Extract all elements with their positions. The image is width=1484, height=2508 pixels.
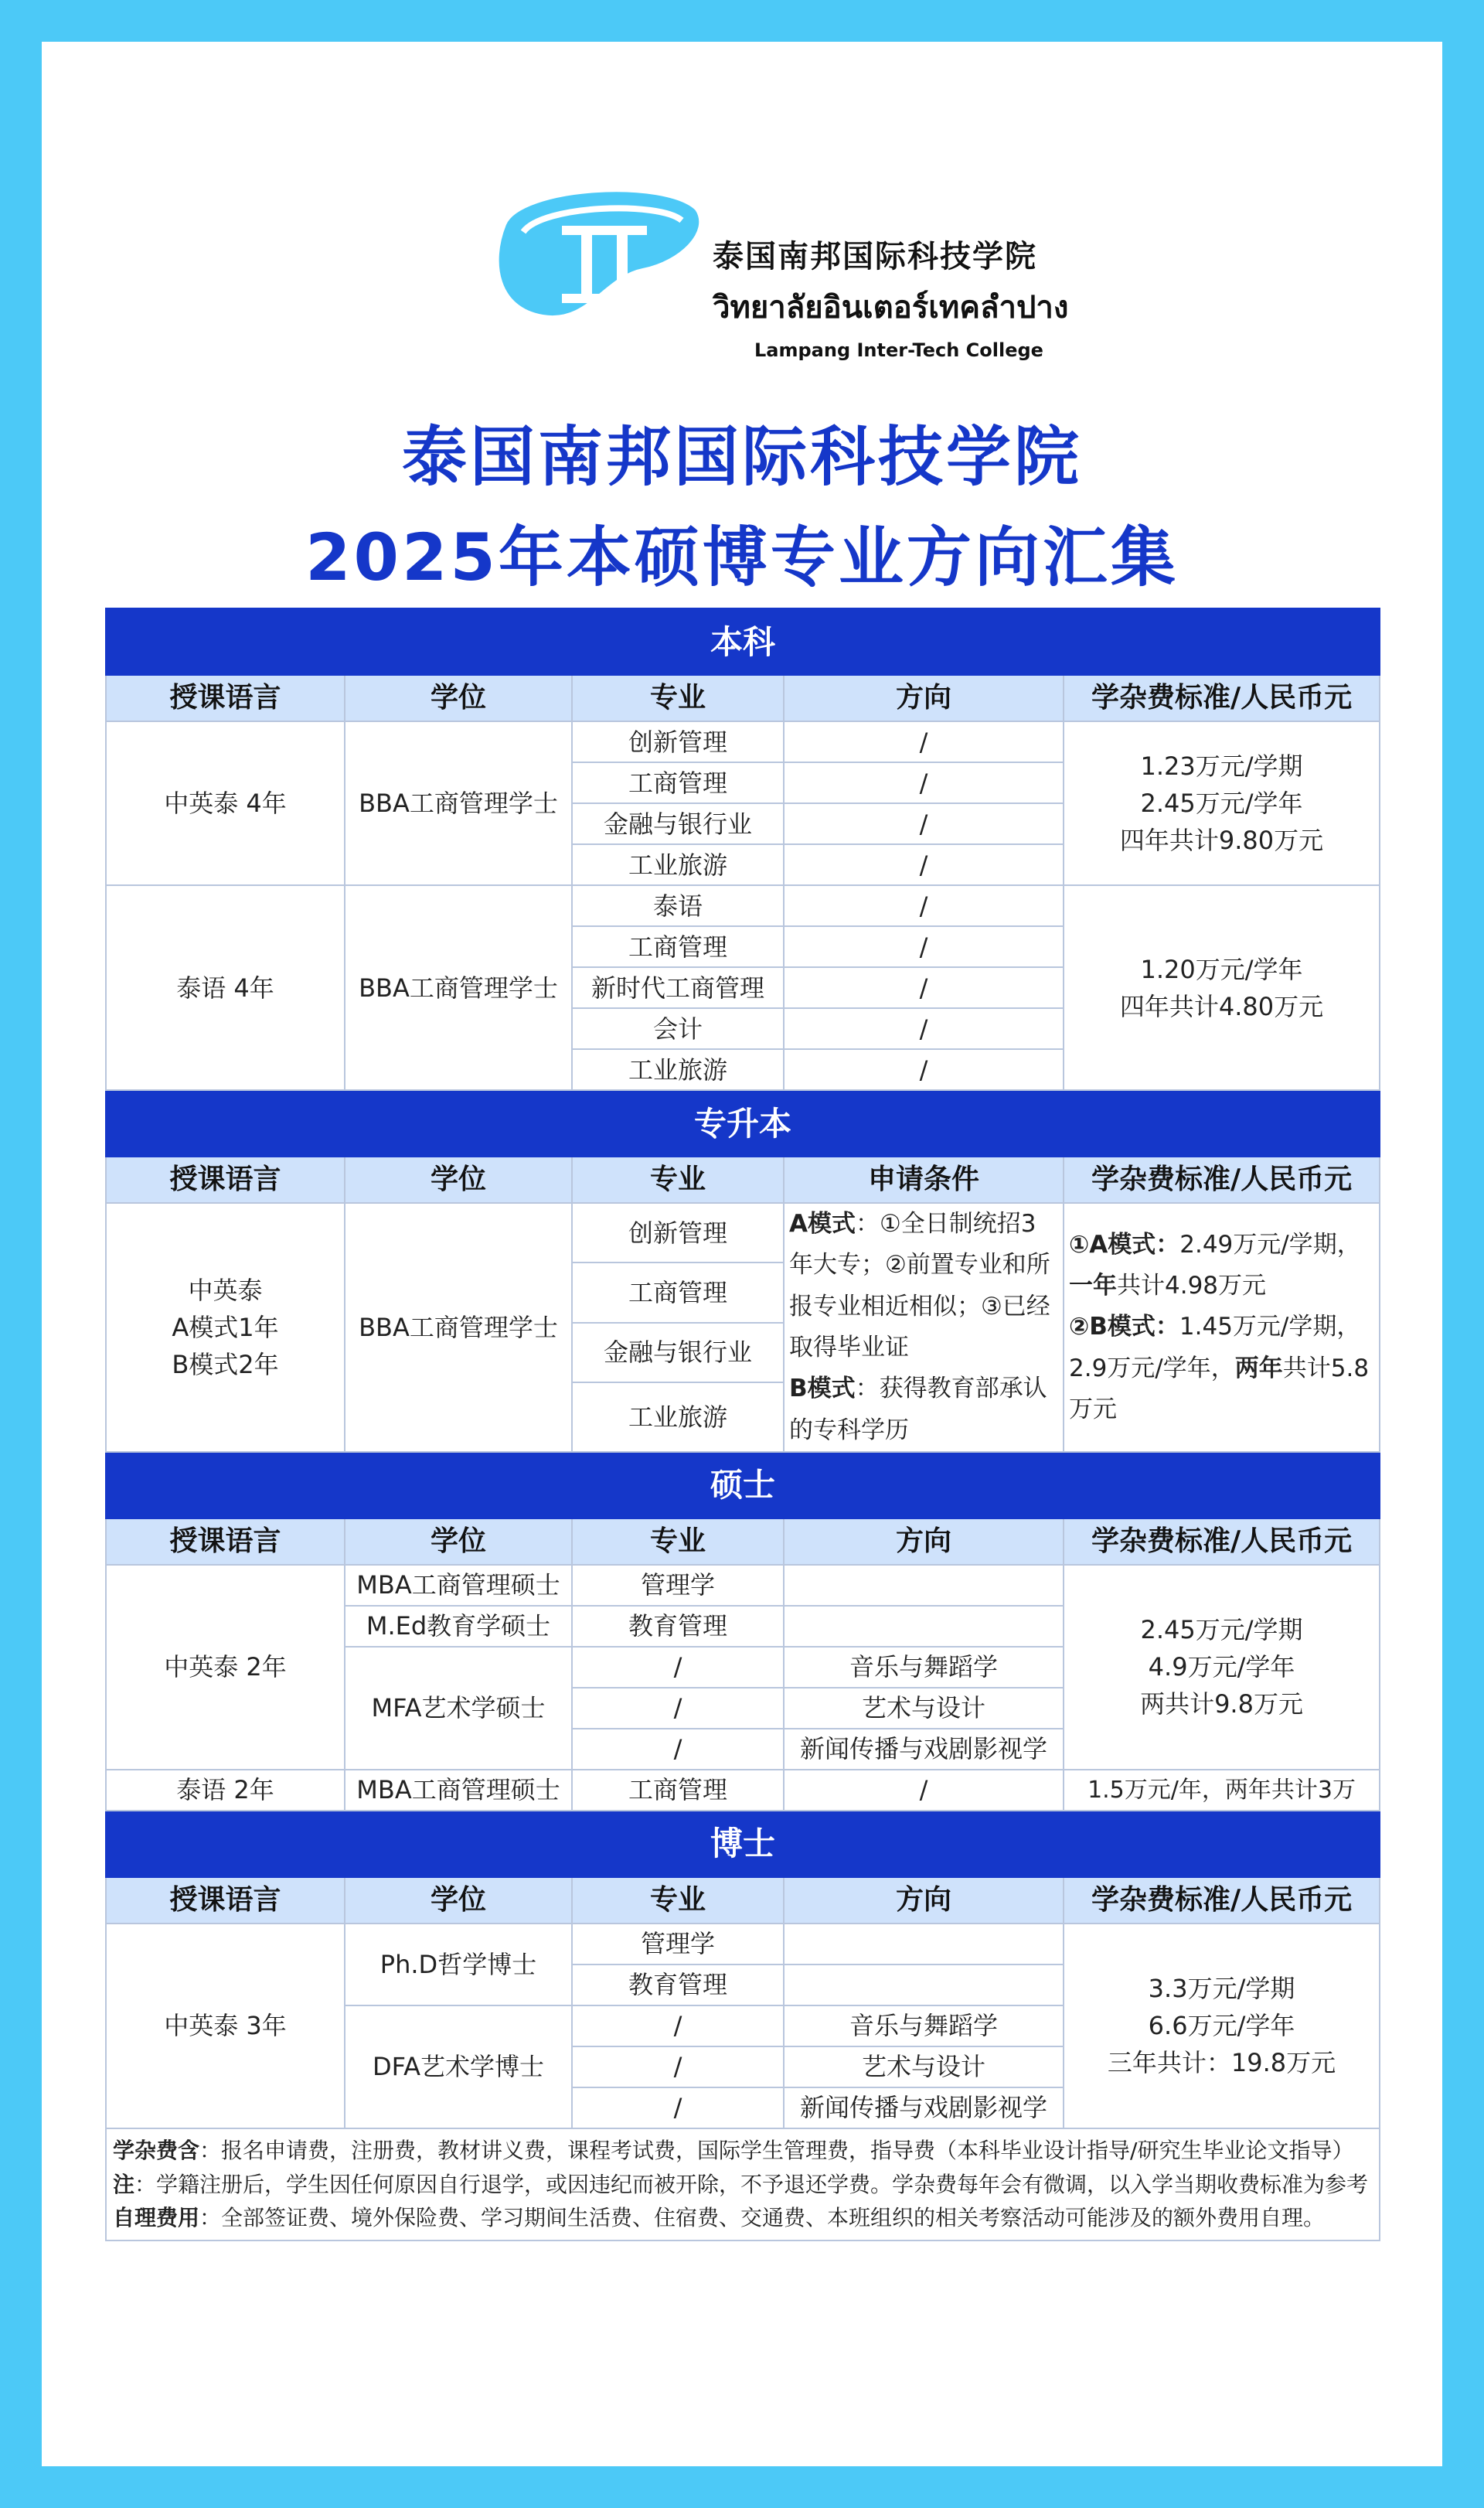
lang-cell: 泰语 4年 <box>106 885 345 1090</box>
table-row <box>106 885 1380 926</box>
direction-cell: 新闻传播与戏剧影视学 <box>784 1729 1064 1770</box>
major-cell: 教育管理 <box>572 1606 784 1647</box>
section-bachelor <box>106 608 1380 675</box>
cond-b-label: B模式 <box>789 1375 856 1403</box>
header-fee: 学杂费标准/人民币元 <box>1064 1877 1380 1924</box>
degree-cell: BBA工商管理学士 <box>345 1203 572 1452</box>
table-row <box>106 1203 1380 1263</box>
direction-cell <box>784 1606 1064 1647</box>
section-doctor <box>106 1811 1380 1877</box>
major-cell: 工商管理 <box>572 1263 784 1322</box>
fee-cell: 1.5万元/年，两年共计3万 <box>1064 1770 1380 1811</box>
logo-thai-name: วิทยาลัยอินเตอร์เทคลำปาง <box>713 290 1069 325</box>
header-degree: 学位 <box>345 1518 572 1565</box>
lang-cell <box>106 1203 345 1452</box>
section-title: 硕士 <box>106 1452 1380 1518</box>
header-direction: 方向 <box>784 1518 1064 1565</box>
major-cell: 工商管理 <box>572 1770 784 1811</box>
header-lang: 授课语言 <box>106 1877 345 1924</box>
fee-cell <box>1064 885 1380 1090</box>
program-table-wrapper <box>105 608 1379 2241</box>
table-row <box>106 1924 1380 1964</box>
degree-cell: M.Ed教育学硕士 <box>345 1606 572 1647</box>
notes-inc-label: 学杂费含 <box>113 2137 200 2163</box>
major-cell: 创新管理 <box>572 1203 784 1263</box>
degree-cell: MFA艺术学硕士 <box>345 1647 572 1770</box>
fee-line: 三年共计：19.8万元 <box>1107 2048 1336 2078</box>
degree-cell: BBA工商管理学士 <box>345 721 572 885</box>
direction-cell: / <box>784 721 1064 762</box>
direction-cell: / <box>784 885 1064 926</box>
direction-cell: / <box>784 762 1064 803</box>
fee-line: 4.9万元/学年 <box>1148 1652 1295 1682</box>
header-fee: 学杂费标准/人民币元 <box>1064 1518 1380 1565</box>
header-row <box>106 1157 1380 1203</box>
direction-cell <box>784 1924 1064 1964</box>
degree-cell: MBA工商管理硕士 <box>345 1565 572 1606</box>
fee-line: 四年共计9.80万元 <box>1119 826 1324 855</box>
lang-cell: 中英泰 2年 <box>106 1565 345 1770</box>
notes-cell <box>106 2128 1380 2241</box>
major-cell: 工业旅游 <box>572 1049 784 1090</box>
fee-b-label: ②B模式： <box>1069 1313 1179 1341</box>
cond-b-text: ：获得教育部承认的专科学历 <box>789 1375 1047 1444</box>
major-cell: 管理学 <box>572 1565 784 1606</box>
header-row <box>106 1518 1380 1565</box>
lang-line: 中英泰 <box>188 1275 263 1305</box>
table-row <box>106 1565 1380 1606</box>
section-master <box>106 1452 1380 1518</box>
notes-note-text: ：学籍注册后，学生因任何原因自行退学，或因违纪而被开除，不予退还学费。学杂费每年会有微调，以入学当期收费标准为参考 <box>134 2171 1369 2197</box>
direction-cell <box>784 1964 1064 2005</box>
major-cell: / <box>572 1688 784 1729</box>
condition-cell <box>784 1203 1064 1452</box>
direction-cell: / <box>784 844 1064 885</box>
header-condition: 申请条件 <box>784 1157 1064 1203</box>
major-cell: 工业旅游 <box>572 844 784 885</box>
notes-inc-text: ：报名申请费，注册费，教材讲义费，课程考试费，国际学生管理费，指导费（本科毕业设计指导/研究生毕业论文指导） <box>199 2137 1354 2163</box>
college-logo <box>488 178 1076 363</box>
logo-english-name: Lampang Inter-Tech College <box>754 339 1043 361</box>
lang-cell: 中英泰 3年 <box>106 1924 345 2128</box>
major-cell: 泰语 <box>572 885 784 926</box>
header-lang: 授课语言 <box>106 1518 345 1565</box>
direction-cell: / <box>784 1008 1064 1049</box>
notes-self-label: 自理费用 <box>113 2205 200 2231</box>
major-cell: 金融与银行业 <box>572 803 784 844</box>
fee-line: 2.45万元/学年 <box>1140 789 1303 818</box>
page-title-line2: 2025年本硕博专业方向汇集 <box>305 520 1179 595</box>
major-cell: 金融与银行业 <box>572 1323 784 1382</box>
header-major: 专业 <box>572 675 784 721</box>
logo-chinese-name: 泰国南邦国际科技学院 <box>713 239 1037 274</box>
section-upgrade <box>106 1090 1380 1157</box>
cond-a-text: ：①全日制统招3年大专；②前置专业和所报专业相近相似；③已经取得毕业证 <box>789 1210 1050 1361</box>
fee-a-text: 2.49万元/学期， <box>1179 1230 1361 1259</box>
header-fee: 学杂费标准/人民币元 <box>1064 675 1380 721</box>
fee-line: 3.3万元/学期 <box>1148 1974 1295 2004</box>
header-degree: 学位 <box>345 1877 572 1924</box>
major-cell: / <box>572 1729 784 1770</box>
section-title: 本科 <box>106 608 1380 675</box>
direction-cell: 音乐与舞蹈学 <box>784 1647 1064 1688</box>
header-degree: 学位 <box>345 1157 572 1203</box>
fee-b-text2: 共计5.8万元 <box>1069 1354 1370 1423</box>
header-major: 专业 <box>572 1157 784 1203</box>
notes-self-text: ：全部签证费、境外保险费、学习期间生活费、住宿费、交通费、本班组织的相关考察活动可能涉及的额外费用自理。 <box>199 2205 1326 2231</box>
header-row <box>106 1877 1380 1924</box>
direction-cell: 新闻传播与戏剧影视学 <box>784 2087 1064 2128</box>
direction-cell: / <box>784 803 1064 844</box>
major-cell: 会计 <box>572 1008 784 1049</box>
lang-cell: 泰语 2年 <box>106 1770 345 1811</box>
notes-row <box>106 2128 1380 2241</box>
fee-line: 1.23万元/学期 <box>1140 751 1303 781</box>
major-cell: 创新管理 <box>572 721 784 762</box>
fee-a-text2: 共计4.98万元 <box>1117 1271 1267 1300</box>
major-cell: / <box>572 2046 784 2087</box>
notes-note-label: 注 <box>113 2171 135 2197</box>
direction-cell: / <box>784 926 1064 967</box>
fee-line: 四年共计4.80万元 <box>1119 991 1324 1021</box>
fee-cell <box>1064 1924 1380 2128</box>
degree-cell: DFA艺术学博士 <box>345 2005 572 2128</box>
lang-cell: 中英泰 4年 <box>106 721 345 885</box>
direction-cell <box>784 1565 1064 1606</box>
degree-cell: MBA工商管理硕士 <box>345 1770 572 1811</box>
major-cell: / <box>572 2087 784 2128</box>
lang-line: A模式1年 <box>172 1312 279 1342</box>
fee-a-label: ①A模式： <box>1069 1230 1180 1259</box>
header-lang: 授课语言 <box>106 1157 345 1203</box>
direction-cell: 艺术与设计 <box>784 2046 1064 2087</box>
major-cell: 工商管理 <box>572 926 784 967</box>
major-cell: / <box>572 2005 784 2046</box>
fee-line: 6.6万元/学年 <box>1148 2011 1295 2041</box>
table-row <box>106 721 1380 762</box>
header-major: 专业 <box>572 1518 784 1565</box>
section-title: 专升本 <box>106 1090 1380 1157</box>
header-row <box>106 675 1380 721</box>
fee-b-bold: 两年 <box>1234 1354 1283 1382</box>
major-cell: 管理学 <box>572 1924 784 1964</box>
degree-cell: Ph.D哲学博士 <box>345 1924 572 2005</box>
poster-card <box>42 42 1442 2466</box>
fee-line: 2.45万元/学期 <box>1140 1615 1303 1645</box>
major-cell: 工商管理 <box>572 762 784 803</box>
major-cell: 工业旅游 <box>572 1382 784 1452</box>
direction-cell: / <box>784 967 1064 1008</box>
fee-a-bold: 一年 <box>1069 1271 1117 1300</box>
header-direction: 方向 <box>784 675 1064 721</box>
direction-cell: / <box>784 1049 1064 1090</box>
logo-text <box>713 232 1068 361</box>
header-fee: 学杂费标准/人民币元 <box>1064 1157 1380 1203</box>
fee-cell <box>1064 721 1380 885</box>
section-title: 博士 <box>106 1811 1380 1877</box>
fee-b-text: 1.45万元/学期，2.9万元/学年， <box>1069 1313 1361 1382</box>
page-title-line1: 泰国南邦国际科技学院 <box>401 419 1082 495</box>
degree-cell: BBA工商管理学士 <box>345 885 572 1090</box>
cond-a-label: A模式 <box>789 1210 856 1238</box>
fee-line: 两共计9.8万元 <box>1140 1689 1303 1719</box>
major-cell: 新时代工商管理 <box>572 967 784 1008</box>
direction-cell: 音乐与舞蹈学 <box>784 2005 1064 2046</box>
header-degree: 学位 <box>345 675 572 721</box>
direction-cell: 艺术与设计 <box>784 1688 1064 1729</box>
major-cell: / <box>572 1647 784 1688</box>
college-logo-icon <box>488 178 713 332</box>
major-cell: 教育管理 <box>572 1964 784 2005</box>
header-lang: 授课语言 <box>106 675 345 721</box>
fee-line: 1.20万元/学年 <box>1140 954 1303 984</box>
table-row <box>106 1770 1380 1811</box>
program-table <box>105 608 1380 2241</box>
header-direction: 方向 <box>784 1877 1064 1924</box>
lang-line: B模式2年 <box>172 1349 279 1379</box>
header-major: 专业 <box>572 1877 784 1924</box>
direction-cell: / <box>784 1770 1064 1811</box>
fee-cell <box>1064 1203 1380 1452</box>
fee-cell <box>1064 1565 1380 1770</box>
